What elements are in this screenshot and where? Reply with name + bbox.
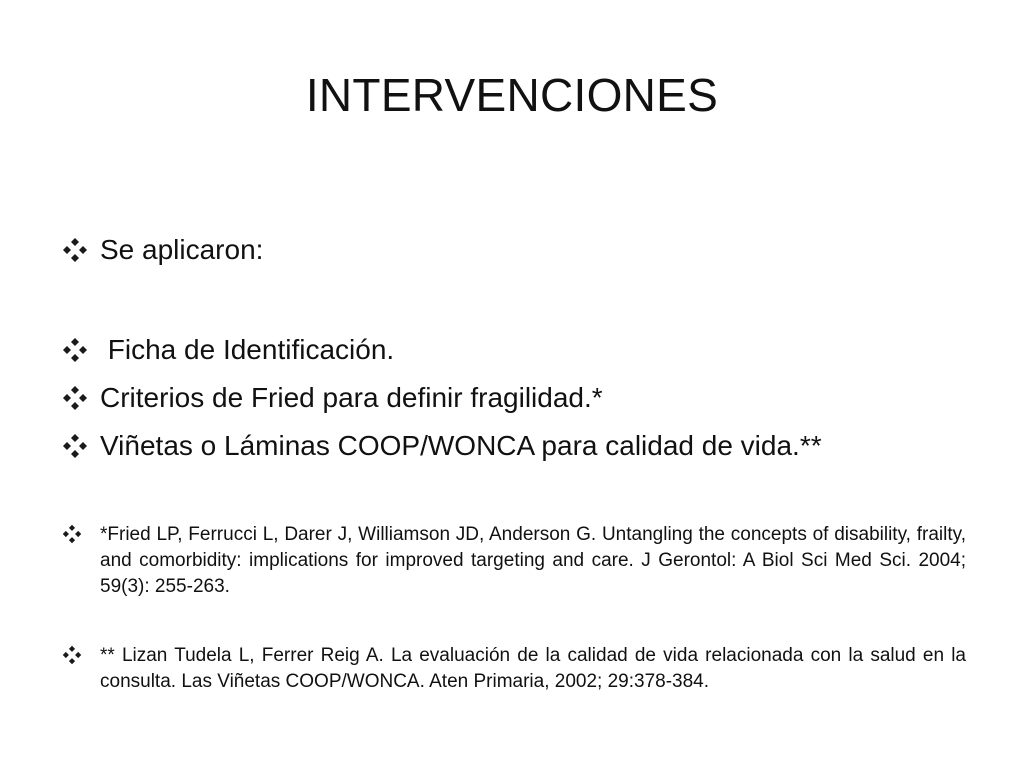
diamond-bullet-icon xyxy=(62,433,88,459)
reference-text: *Fried LP, Ferrucci L, Darer J, Williamson JD, Anderson G. Untangling the concepts of disability, frailty, and comorbidity: implications for improved targeting and care. J Gerontol: A Biol Sci Med Sci. 2004; 59(3): 255-263. xyxy=(100,524,966,597)
diamond-bullet-icon xyxy=(62,337,88,363)
bullet-text: Viñetas o Láminas COOP/WONCA para calidad de vida.** xyxy=(100,430,822,461)
reference-item xyxy=(62,643,966,695)
bullet-item xyxy=(62,330,966,370)
reference-item xyxy=(62,522,966,600)
bullet-text: Se aplicaron: xyxy=(100,234,264,265)
bullet-item xyxy=(62,378,966,418)
bullet-text: Ficha de Identificación. xyxy=(100,334,395,365)
reference-text: ** Lizan Tudela L, Ferrer Reig A. La evaluación de la calidad de vida relacionada con la salud en la consulta. Las Viñetas COOP/WONCA. Aten Primaria, 2002; 29:378-384. xyxy=(100,645,966,692)
bullet-item xyxy=(62,426,966,466)
bullet-item xyxy=(62,230,966,270)
diamond-bullet-icon xyxy=(62,237,88,263)
diamond-bullet-icon xyxy=(62,385,88,411)
slide-title: INTERVENCIONES xyxy=(305,69,719,121)
bullet-text: Criterios de Fried para definir fragilidad.* xyxy=(100,382,603,413)
diamond-bullet-icon xyxy=(62,524,82,544)
diamond-bullet-icon xyxy=(62,645,82,665)
